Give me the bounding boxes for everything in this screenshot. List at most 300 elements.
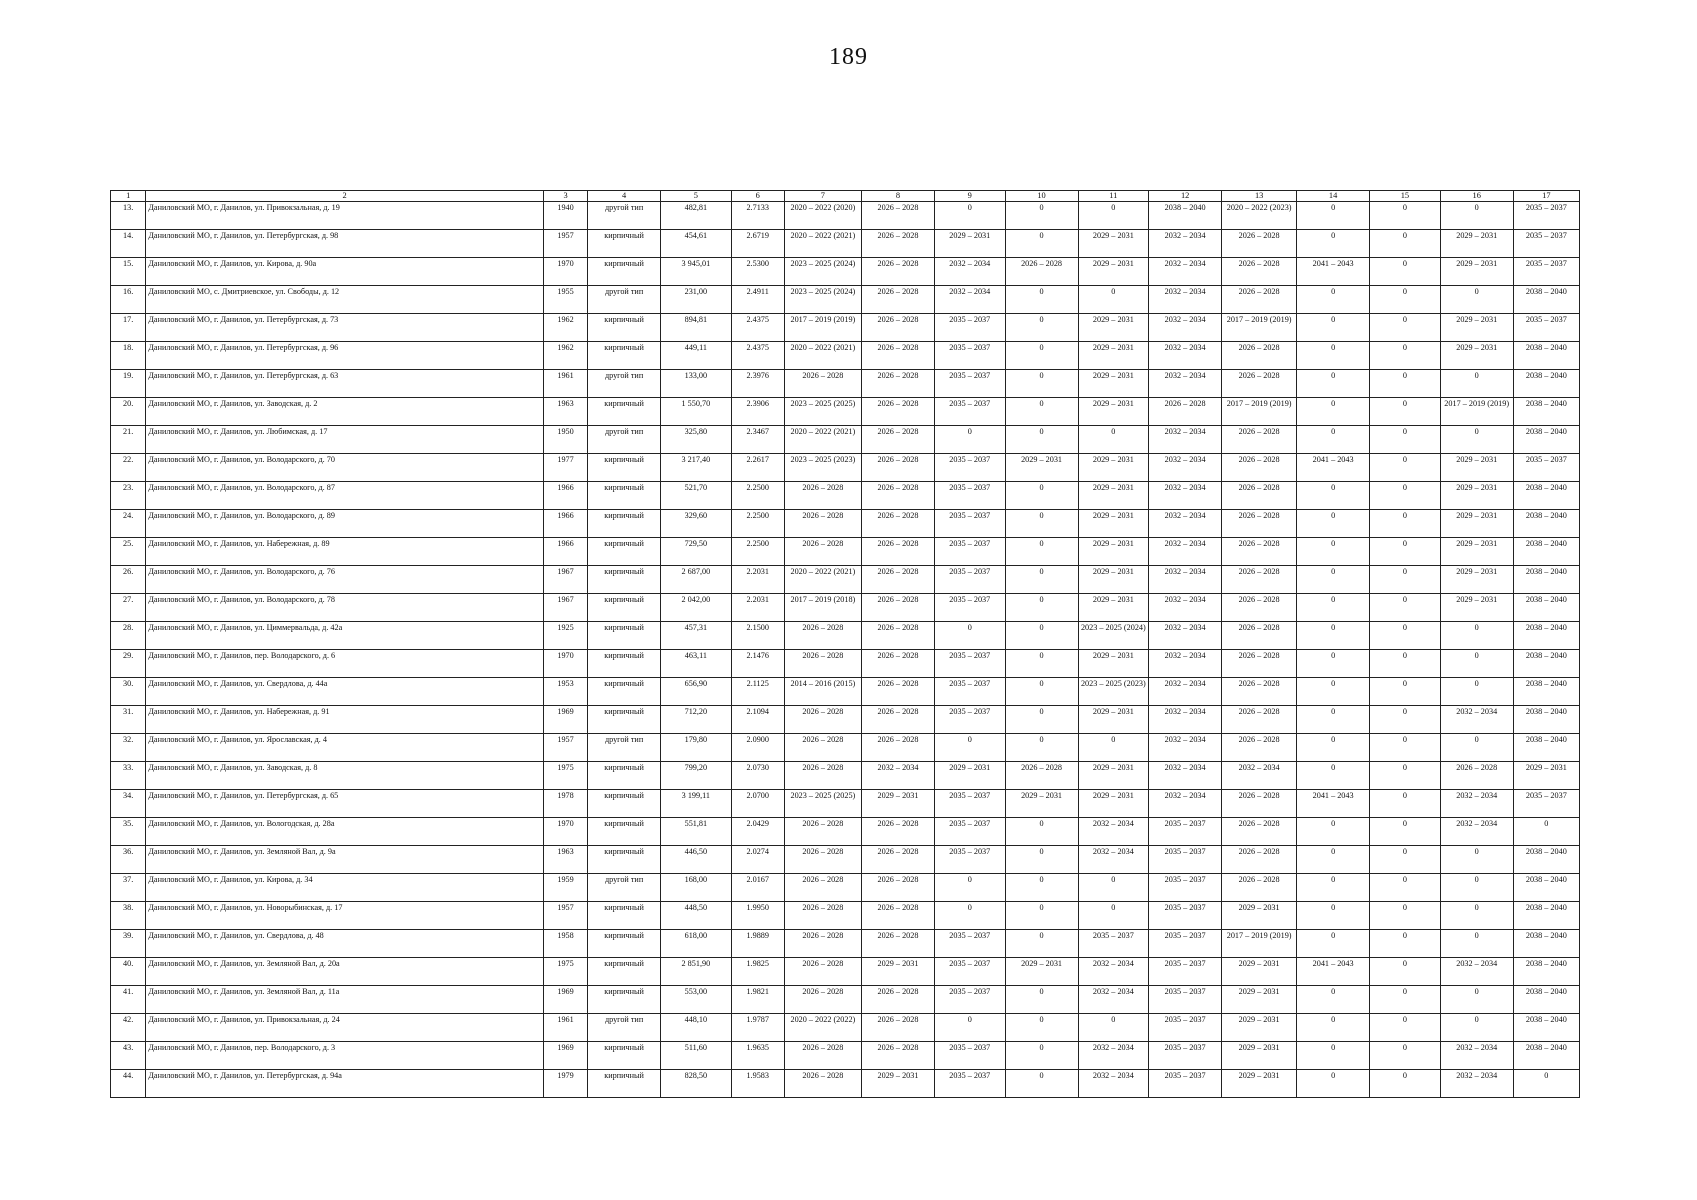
cell-area: 2 687,00 — [661, 566, 732, 594]
cell-c10: 0 — [1005, 510, 1078, 538]
cell-c8: 2026 – 2028 — [862, 566, 935, 594]
cell-c17: 2038 – 2040 — [1513, 1042, 1579, 1070]
cell-year: 1957 — [543, 734, 587, 762]
cell-index: 2.2617 — [731, 454, 784, 482]
cell-c11: 0 — [1078, 202, 1149, 230]
cell-address: Даниловский МО, г. Данилов, ул. Земляной Вал, д. 20а — [146, 958, 544, 986]
cell-index: 1.9821 — [731, 986, 784, 1014]
cell-address: Даниловский МО, г. Данилов, ул. Петербургская, д. 65 — [146, 790, 544, 818]
cell-c13: 2026 – 2028 — [1222, 538, 1297, 566]
table-row — [111, 566, 1580, 594]
cell-c12: 2035 – 2037 — [1149, 958, 1222, 986]
cell-c10: 0 — [1005, 734, 1078, 762]
cell-c11: 2029 – 2031 — [1078, 706, 1149, 734]
cell-c15: 0 — [1370, 650, 1441, 678]
cell-c12: 2032 – 2034 — [1149, 678, 1222, 706]
cell-c8: 2026 – 2028 — [862, 594, 935, 622]
cell-c7: 2020 – 2022 (2021) — [784, 342, 861, 370]
cell-c11: 2032 – 2034 — [1078, 986, 1149, 1014]
cell-c8: 2029 – 2031 — [862, 790, 935, 818]
cell-c7: 2023 – 2025 (2023) — [784, 454, 861, 482]
cell-c13: 2029 – 2031 — [1222, 1042, 1297, 1070]
housing-repair-schedule-table — [110, 190, 1580, 1098]
cell-c12: 2032 – 2034 — [1149, 482, 1222, 510]
cell-c14: 0 — [1297, 538, 1370, 566]
cell-c17: 2035 – 2037 — [1513, 202, 1579, 230]
cell-address: Даниловский МО, г. Данилов, ул. Петербургская, д. 73 — [146, 314, 544, 342]
cell-no: 32. — [111, 734, 146, 762]
cell-c10: 0 — [1005, 874, 1078, 902]
header-cell-wall-material: 4 — [588, 191, 661, 202]
cell-c8: 2026 – 2028 — [862, 930, 935, 958]
cell-c7: 2026 – 2028 — [784, 622, 861, 650]
cell-area: 449,11 — [661, 342, 732, 370]
cell-c8: 2032 – 2034 — [862, 762, 935, 790]
cell-c7: 2020 – 2022 (2021) — [784, 426, 861, 454]
cell-no: 20. — [111, 398, 146, 426]
cell-c11: 2032 – 2034 — [1078, 818, 1149, 846]
table-row — [111, 342, 1580, 370]
page-number: 189 — [829, 44, 868, 70]
cell-year: 1975 — [543, 762, 587, 790]
cell-area: 448,50 — [661, 902, 732, 930]
cell-no: 38. — [111, 902, 146, 930]
cell-area: 133,00 — [661, 370, 732, 398]
cell-index: 2.5300 — [731, 258, 784, 286]
cell-no: 23. — [111, 482, 146, 510]
cell-c10: 0 — [1005, 202, 1078, 230]
cell-c10: 0 — [1005, 902, 1078, 930]
cell-c17: 2035 – 2037 — [1513, 454, 1579, 482]
cell-address: Даниловский МО, г. Данилов, ул. Свердлова, д. 48 — [146, 930, 544, 958]
cell-c16: 2032 – 2034 — [1440, 1042, 1513, 1070]
cell-c12: 2035 – 2037 — [1149, 930, 1222, 958]
cell-address: Даниловский МО, г. Данилов, ул. Петербургская, д. 96 — [146, 342, 544, 370]
cell-c14: 0 — [1297, 650, 1370, 678]
header-cell-c13: 13 — [1222, 191, 1297, 202]
cell-c11: 2029 – 2031 — [1078, 790, 1149, 818]
table-row — [111, 622, 1580, 650]
cell-wall-material: кирпичный — [588, 818, 661, 846]
cell-wall-material: другой тип — [588, 1014, 661, 1042]
cell-c15: 0 — [1370, 258, 1441, 286]
cell-index: 2.0730 — [731, 762, 784, 790]
cell-no: 36. — [111, 846, 146, 874]
cell-index: 2.4911 — [731, 286, 784, 314]
cell-address: Даниловский МО, г. Данилов, ул. Заводская, д. 2 — [146, 398, 544, 426]
cell-no: 37. — [111, 874, 146, 902]
cell-c16: 0 — [1440, 370, 1513, 398]
cell-area: 168,00 — [661, 874, 732, 902]
cell-c15: 0 — [1370, 874, 1441, 902]
cell-c10: 0 — [1005, 342, 1078, 370]
cell-c13: 2026 – 2028 — [1222, 790, 1297, 818]
cell-c13: 2017 – 2019 (2019) — [1222, 930, 1297, 958]
cell-c9: 2035 – 2037 — [934, 790, 1005, 818]
cell-c10: 0 — [1005, 370, 1078, 398]
cell-year: 1975 — [543, 958, 587, 986]
cell-c8: 2029 – 2031 — [862, 1070, 935, 1098]
cell-c13: 2017 – 2019 (2019) — [1222, 398, 1297, 426]
cell-c14: 0 — [1297, 370, 1370, 398]
cell-year: 1969 — [543, 1042, 587, 1070]
cell-c17: 2038 – 2040 — [1513, 426, 1579, 454]
cell-c14: 0 — [1297, 930, 1370, 958]
cell-c14: 0 — [1297, 398, 1370, 426]
cell-c8: 2026 – 2028 — [862, 510, 935, 538]
cell-c14: 0 — [1297, 622, 1370, 650]
cell-c15: 0 — [1370, 818, 1441, 846]
cell-year: 1977 — [543, 454, 587, 482]
cell-c17: 2038 – 2040 — [1513, 538, 1579, 566]
cell-c17: 2035 – 2037 — [1513, 790, 1579, 818]
cell-c11: 2029 – 2031 — [1078, 314, 1149, 342]
cell-c8: 2026 – 2028 — [862, 1042, 935, 1070]
cell-c17: 2038 – 2040 — [1513, 594, 1579, 622]
header-row — [111, 191, 1580, 202]
cell-c11: 2032 – 2034 — [1078, 958, 1149, 986]
cell-index: 2.1476 — [731, 650, 784, 678]
cell-c14: 0 — [1297, 1042, 1370, 1070]
cell-c12: 2032 – 2034 — [1149, 454, 1222, 482]
table-row — [111, 510, 1580, 538]
header-cell-c14: 14 — [1297, 191, 1370, 202]
cell-c14: 2041 – 2043 — [1297, 258, 1370, 286]
cell-area: 482,81 — [661, 202, 732, 230]
cell-c16: 0 — [1440, 874, 1513, 902]
cell-c13: 2029 – 2031 — [1222, 958, 1297, 986]
cell-c9: 2035 – 2037 — [934, 1042, 1005, 1070]
cell-c17: 2035 – 2037 — [1513, 258, 1579, 286]
cell-index: 2.2031 — [731, 594, 784, 622]
cell-no: 34. — [111, 790, 146, 818]
cell-year: 1970 — [543, 818, 587, 846]
cell-c14: 0 — [1297, 510, 1370, 538]
table-row — [111, 762, 1580, 790]
cell-c8: 2026 – 2028 — [862, 314, 935, 342]
cell-c11: 2029 – 2031 — [1078, 454, 1149, 482]
cell-c13: 2026 – 2028 — [1222, 706, 1297, 734]
cell-c14: 0 — [1297, 426, 1370, 454]
cell-c12: 2035 – 2037 — [1149, 1042, 1222, 1070]
cell-c7: 2026 – 2028 — [784, 818, 861, 846]
cell-c16: 2017 – 2019 (2019) — [1440, 398, 1513, 426]
table-row — [111, 258, 1580, 286]
cell-c16: 0 — [1440, 678, 1513, 706]
cell-wall-material: кирпичный — [588, 678, 661, 706]
cell-area: 2 851,90 — [661, 958, 732, 986]
cell-no: 22. — [111, 454, 146, 482]
cell-c16: 2029 – 2031 — [1440, 538, 1513, 566]
cell-address: Даниловский МО, г. Данилов, ул. Новорыбинская, д. 17 — [146, 902, 544, 930]
cell-c11: 0 — [1078, 902, 1149, 930]
cell-c8: 2029 – 2031 — [862, 958, 935, 986]
cell-c12: 2032 – 2034 — [1149, 314, 1222, 342]
cell-year: 1925 — [543, 622, 587, 650]
cell-year: 1970 — [543, 258, 587, 286]
cell-area: 712,20 — [661, 706, 732, 734]
cell-c9: 2035 – 2037 — [934, 510, 1005, 538]
cell-c9: 2032 – 2034 — [934, 286, 1005, 314]
cell-c14: 0 — [1297, 734, 1370, 762]
cell-c12: 2032 – 2034 — [1149, 734, 1222, 762]
cell-c12: 2032 – 2034 — [1149, 650, 1222, 678]
cell-c16: 0 — [1440, 1014, 1513, 1042]
cell-wall-material: кирпичный — [588, 650, 661, 678]
cell-area: 828,50 — [661, 1070, 732, 1098]
cell-c15: 0 — [1370, 594, 1441, 622]
cell-c7: 2026 – 2028 — [784, 1070, 861, 1098]
cell-address: Даниловский МО, г. Данилов, ул. Привокзальная, д. 19 — [146, 202, 544, 230]
cell-index: 2.1094 — [731, 706, 784, 734]
cell-wall-material: кирпичный — [588, 454, 661, 482]
cell-c12: 2032 – 2034 — [1149, 370, 1222, 398]
cell-no: 16. — [111, 286, 146, 314]
cell-c15: 0 — [1370, 398, 1441, 426]
cell-c14: 0 — [1297, 482, 1370, 510]
cell-c17: 0 — [1513, 1070, 1579, 1098]
cell-index: 1.9787 — [731, 1014, 784, 1042]
cell-wall-material: кирпичный — [588, 482, 661, 510]
cell-area: 231,00 — [661, 286, 732, 314]
cell-address: Даниловский МО, г. Данилов, ул. Володарского, д. 76 — [146, 566, 544, 594]
cell-c10: 0 — [1005, 594, 1078, 622]
cell-c10: 0 — [1005, 1014, 1078, 1042]
cell-no: 42. — [111, 1014, 146, 1042]
header-cell-c9: 9 — [934, 191, 1005, 202]
cell-c14: 0 — [1297, 762, 1370, 790]
table-row — [111, 958, 1580, 986]
cell-c16: 0 — [1440, 846, 1513, 874]
cell-c17: 2038 – 2040 — [1513, 902, 1579, 930]
cell-c14: 0 — [1297, 286, 1370, 314]
cell-c12: 2035 – 2037 — [1149, 902, 1222, 930]
cell-c9: 2035 – 2037 — [934, 454, 1005, 482]
cell-c11: 2032 – 2034 — [1078, 1042, 1149, 1070]
cell-c11: 2023 – 2025 (2024) — [1078, 622, 1149, 650]
cell-index: 1.9583 — [731, 1070, 784, 1098]
cell-area: 325,80 — [661, 426, 732, 454]
cell-c10: 0 — [1005, 818, 1078, 846]
cell-year: 1967 — [543, 594, 587, 622]
cell-index: 2.4375 — [731, 342, 784, 370]
cell-c17: 2038 – 2040 — [1513, 930, 1579, 958]
cell-c9: 2035 – 2037 — [934, 650, 1005, 678]
cell-c17: 2038 – 2040 — [1513, 874, 1579, 902]
cell-c14: 0 — [1297, 706, 1370, 734]
cell-c17: 2038 – 2040 — [1513, 482, 1579, 510]
table-row — [111, 1070, 1580, 1098]
cell-c16: 2029 – 2031 — [1440, 230, 1513, 258]
cell-c12: 2038 – 2040 — [1149, 202, 1222, 230]
cell-index: 2.2500 — [731, 482, 784, 510]
cell-c11: 2029 – 2031 — [1078, 510, 1149, 538]
table-row — [111, 1042, 1580, 1070]
table-row — [111, 286, 1580, 314]
cell-c8: 2026 – 2028 — [862, 874, 935, 902]
cell-c9: 2035 – 2037 — [934, 342, 1005, 370]
cell-c7: 2026 – 2028 — [784, 538, 861, 566]
cell-year: 1959 — [543, 874, 587, 902]
header-cell-c8: 8 — [862, 191, 935, 202]
cell-c12: 2032 – 2034 — [1149, 426, 1222, 454]
cell-c17: 2038 – 2040 — [1513, 678, 1579, 706]
cell-c12: 2032 – 2034 — [1149, 538, 1222, 566]
cell-no: 19. — [111, 370, 146, 398]
cell-c11: 2029 – 2031 — [1078, 594, 1149, 622]
cell-c17: 2038 – 2040 — [1513, 958, 1579, 986]
cell-c15: 0 — [1370, 678, 1441, 706]
cell-c11: 2029 – 2031 — [1078, 650, 1149, 678]
cell-c8: 2026 – 2028 — [862, 482, 935, 510]
cell-c16: 2032 – 2034 — [1440, 1070, 1513, 1098]
cell-no: 35. — [111, 818, 146, 846]
cell-wall-material: кирпичный — [588, 258, 661, 286]
cell-wall-material: кирпичный — [588, 538, 661, 566]
cell-c10: 0 — [1005, 482, 1078, 510]
cell-c13: 2026 – 2028 — [1222, 510, 1297, 538]
cell-c15: 0 — [1370, 510, 1441, 538]
cell-c7: 2026 – 2028 — [784, 510, 861, 538]
cell-c7: 2026 – 2028 — [784, 930, 861, 958]
cell-area: 729,50 — [661, 538, 732, 566]
cell-c8: 2026 – 2028 — [862, 286, 935, 314]
cell-c13: 2026 – 2028 — [1222, 258, 1297, 286]
cell-c8: 2026 – 2028 — [862, 902, 935, 930]
table-row — [111, 706, 1580, 734]
cell-c16: 2029 – 2031 — [1440, 510, 1513, 538]
cell-c17: 2035 – 2037 — [1513, 230, 1579, 258]
cell-c13: 2026 – 2028 — [1222, 622, 1297, 650]
cell-c7: 2023 – 2025 (2025) — [784, 398, 861, 426]
cell-c13: 2026 – 2028 — [1222, 678, 1297, 706]
cell-no: 44. — [111, 1070, 146, 1098]
cell-no: 41. — [111, 986, 146, 1014]
cell-c17: 2038 – 2040 — [1513, 734, 1579, 762]
cell-c9: 2032 – 2034 — [934, 258, 1005, 286]
cell-wall-material: кирпичный — [588, 398, 661, 426]
cell-year: 1969 — [543, 986, 587, 1014]
cell-c12: 2032 – 2034 — [1149, 342, 1222, 370]
cell-year: 1979 — [543, 1070, 587, 1098]
cell-area: 2 042,00 — [661, 594, 732, 622]
cell-index: 1.9635 — [731, 1042, 784, 1070]
cell-c17: 2038 – 2040 — [1513, 1014, 1579, 1042]
cell-c17: 2038 – 2040 — [1513, 342, 1579, 370]
cell-area: 329,60 — [661, 510, 732, 538]
cell-address: Даниловский МО, г. Данилов, ул. Володарского, д. 89 — [146, 510, 544, 538]
cell-c14: 0 — [1297, 874, 1370, 902]
cell-c12: 2032 – 2034 — [1149, 230, 1222, 258]
cell-c13: 2026 – 2028 — [1222, 566, 1297, 594]
cell-area: 454,61 — [661, 230, 732, 258]
cell-c15: 0 — [1370, 286, 1441, 314]
cell-c9: 2035 – 2037 — [934, 958, 1005, 986]
cell-c7: 2026 – 2028 — [784, 958, 861, 986]
cell-c9: 2035 – 2037 — [934, 678, 1005, 706]
cell-c13: 2026 – 2028 — [1222, 370, 1297, 398]
cell-no: 24. — [111, 510, 146, 538]
cell-c16: 2032 – 2034 — [1440, 958, 1513, 986]
table-row — [111, 874, 1580, 902]
cell-address: Даниловский МО, г. Данилов, ул. Петербургская, д. 63 — [146, 370, 544, 398]
cell-c17: 2038 – 2040 — [1513, 370, 1579, 398]
cell-year: 1958 — [543, 930, 587, 958]
cell-c17: 2038 – 2040 — [1513, 846, 1579, 874]
cell-c14: 0 — [1297, 818, 1370, 846]
cell-no: 21. — [111, 426, 146, 454]
cell-c16: 0 — [1440, 902, 1513, 930]
cell-c7: 2026 – 2028 — [784, 846, 861, 874]
header-cell-c15: 15 — [1370, 191, 1441, 202]
cell-c14: 0 — [1297, 846, 1370, 874]
cell-c13: 2026 – 2028 — [1222, 818, 1297, 846]
cell-c17: 2038 – 2040 — [1513, 706, 1579, 734]
cell-c8: 2026 – 2028 — [862, 622, 935, 650]
cell-c7: 2026 – 2028 — [784, 482, 861, 510]
cell-c10: 0 — [1005, 706, 1078, 734]
cell-index: 2.2031 — [731, 566, 784, 594]
cell-c9: 2035 – 2037 — [934, 818, 1005, 846]
cell-c13: 2017 – 2019 (2019) — [1222, 314, 1297, 342]
table-row — [111, 594, 1580, 622]
cell-address: Даниловский МО, г. Данилов, ул. Земляной Вал, д. 9а — [146, 846, 544, 874]
cell-c10: 0 — [1005, 622, 1078, 650]
cell-c15: 0 — [1370, 930, 1441, 958]
cell-c8: 2026 – 2028 — [862, 426, 935, 454]
cell-index: 1.9825 — [731, 958, 784, 986]
cell-c16: 2029 – 2031 — [1440, 342, 1513, 370]
cell-c15: 0 — [1370, 734, 1441, 762]
cell-c12: 2032 – 2034 — [1149, 622, 1222, 650]
cell-no: 26. — [111, 566, 146, 594]
cell-c12: 2032 – 2034 — [1149, 762, 1222, 790]
cell-index: 2.3467 — [731, 426, 784, 454]
cell-address: Даниловский МО, г. Данилов, ул. Петербургская, д. 98 — [146, 230, 544, 258]
cell-c12: 2032 – 2034 — [1149, 258, 1222, 286]
cell-no: 30. — [111, 678, 146, 706]
cell-c17: 2038 – 2040 — [1513, 986, 1579, 1014]
cell-c17: 2038 – 2040 — [1513, 566, 1579, 594]
cell-c7: 2026 – 2028 — [784, 874, 861, 902]
cell-c10: 0 — [1005, 426, 1078, 454]
cell-wall-material: кирпичный — [588, 930, 661, 958]
table-row — [111, 678, 1580, 706]
cell-wall-material: другой тип — [588, 734, 661, 762]
cell-no: 28. — [111, 622, 146, 650]
header-cell-c12: 12 — [1149, 191, 1222, 202]
cell-address: Даниловский МО, г. Данилов, ул. Володарского, д. 87 — [146, 482, 544, 510]
cell-index: 2.0274 — [731, 846, 784, 874]
cell-c10: 0 — [1005, 846, 1078, 874]
table-row — [111, 902, 1580, 930]
cell-address: Даниловский МО, г. Данилов, ул. Набережная, д. 89 — [146, 538, 544, 566]
cell-area: 521,70 — [661, 482, 732, 510]
cell-c14: 0 — [1297, 230, 1370, 258]
cell-area: 457,31 — [661, 622, 732, 650]
cell-c8: 2026 – 2028 — [862, 1014, 935, 1042]
cell-c12: 2032 – 2034 — [1149, 594, 1222, 622]
table-row — [111, 734, 1580, 762]
cell-c17: 2038 – 2040 — [1513, 510, 1579, 538]
cell-index: 2.6719 — [731, 230, 784, 258]
cell-no: 13. — [111, 202, 146, 230]
cell-year: 1961 — [543, 370, 587, 398]
cell-c9: 2035 – 2037 — [934, 566, 1005, 594]
cell-no: 40. — [111, 958, 146, 986]
cell-c16: 0 — [1440, 622, 1513, 650]
cell-wall-material: кирпичный — [588, 622, 661, 650]
